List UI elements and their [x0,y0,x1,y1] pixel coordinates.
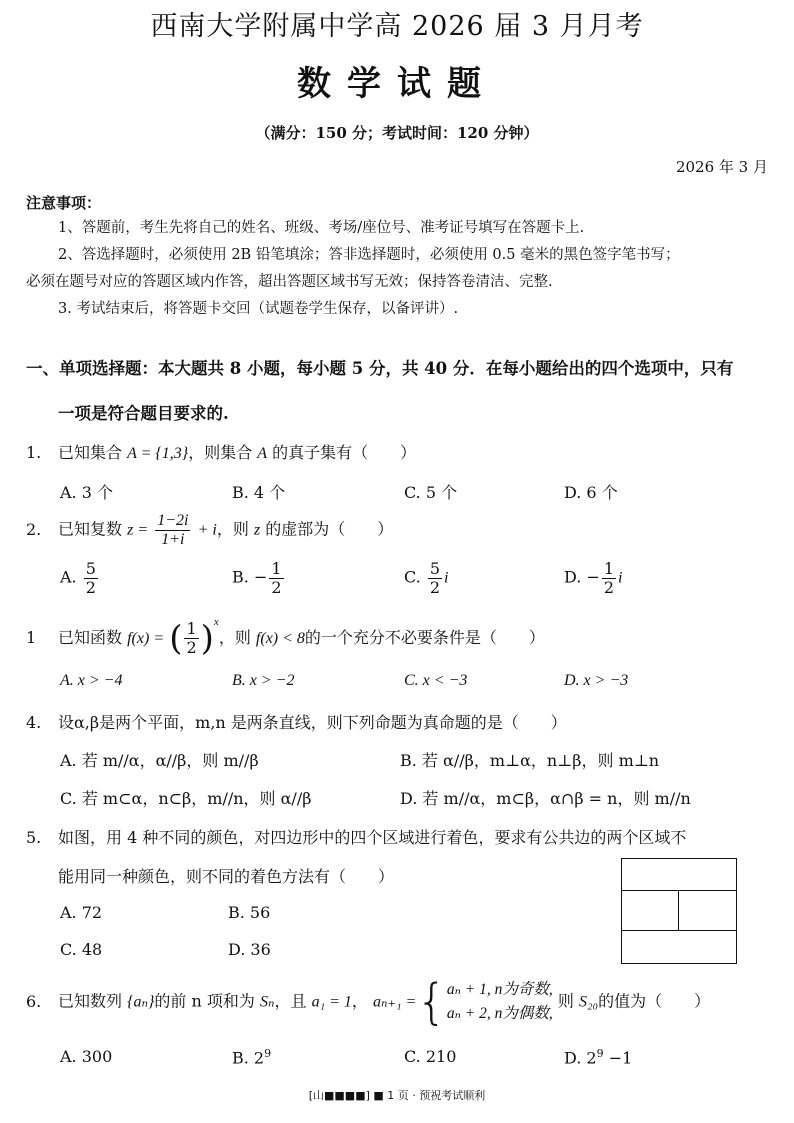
option-c: C. 若 m⊂α，n⊂β，m//n，则 α//β [60,789,312,808]
question-number: 4. [26,713,42,732]
question-number: 5. [26,828,42,847]
option-d: D. x > −3 [564,672,629,689]
note-item: 必须在题号对应的答题区域内作答，超出答题区域书写无效；保持答卷清洁、完整. [26,274,553,290]
page-footer: [山■■■■] ■ 1 页 · 预祝考试顺利 [308,1089,486,1102]
piecewise-cases: aₙ + 1, n为奇数, aₙ + 2, n为偶数, [446,981,553,1023]
notes-title: 注意事项： [26,194,102,212]
option-d: D. 若 m//α，m⊂β，α∩β = n，则 m//n [400,789,691,808]
question-6: 6. 已知数列 {aₙ}的前 n 项和为 Sₙ，且 a₁ = 1， aₙ₊₁ ={ aₙ + 1, n为奇数, aₙ + 2, n为偶数, 则 S₂₀的值为（ ） [26,974,711,1031]
school-title: 西南大学附属中学高 2026 届 3 月月考 [150,11,644,42]
subject-title: 数学试题 [297,64,497,104]
note-item: 3. 考试结束后，将答题卡交回（试题卷学生保存，以备评讲）. [58,301,459,317]
option-c: C. 210 [404,1047,457,1066]
note-item: 2、答选择题时，必须使用 2B 铅笔填涂；答非选择题时，必须使用 0.5 毫米的黑色签字笔书写； [58,247,680,263]
question-3: 1 已知函数 f(x) = ( $\frac{1}{2}$ )$^x$，则 f(x) < 8的一个充分不必要条件是（ ） [26,616,545,659]
option-d: D. 6 个 [564,483,618,502]
option-a: A. 300 [60,1047,113,1066]
option-b: B. x > −2 [232,672,295,689]
quadrilateral-diagram [621,858,737,964]
question-number: 1. [26,443,42,462]
exam-date: 2026 年 3 月 [675,158,768,176]
option-d: D. 36 [228,940,271,959]
section-heading: 一、单项选择题：本大题共 8 小题，每小题 5 分，共 40 分．在每小题给出的四个选项中，只有 [26,359,734,378]
option-c: C. $\frac{5}{2}$ i [404,559,449,597]
fraction: $\frac{1-2i}{1+i}$ [157,512,189,548]
question-number: 1 [26,628,37,647]
option-b: B. $2^9$ [232,1047,272,1068]
section-heading-cont: 一项是符合题目要求的. [58,404,229,423]
option-b: B. 56 [228,903,271,922]
option-b: B. 若 α//β，m⊥α，n⊥β，则 m⊥n [400,751,660,770]
option-c: C. x < −3 [404,672,468,689]
question-5-cont: 能用同一种颜色，则不同的着色方法有（ ） [58,867,395,886]
question-1: 1. 已知集合 A = {1,3}，则集合 A 的真子集有（ ） [26,443,417,462]
option-a: A. x > −4 [60,672,123,689]
diagram-line [678,890,679,930]
diagram-line [622,930,736,931]
option-d: D. − $\frac{1}{2}$ i [564,559,623,597]
question-2: 2. 已知复数 z = $\frac{1-2i}{1+i}$ + i，则 z 的虚部为（ ） [26,512,394,548]
question-number: 6. [26,991,42,1011]
option-a: A. 72 [60,903,103,922]
option-c: C. 48 [60,940,103,959]
option-b: B. − $\frac{1}{2}$ [232,559,282,597]
diagram-line [622,890,736,891]
option-a: A. $\frac{5}{2}$ [60,559,96,597]
option-a: A. 若 m//α，α//β，则 m//β [60,751,259,770]
question-4: 4. 设α,β是两个平面，m,n 是两条直线，则下列命题为真命题的是（ ） [26,713,567,732]
exam-meta: （满分：150 分；考试时间：120 分钟） [255,124,539,142]
question-5: 5. 如图，用 4 种不同的颜色，对四边形中的四个区域进行着色，要求有公共边的两个区域不 [26,828,687,847]
option-a: A. 3 个 [60,483,113,502]
note-item: 1、答题前，考生先将自己的姓名、班级、考场/座位号、准考证号填写在答题卡上. [58,220,585,236]
question-number: 2. [26,519,42,539]
option-d: D. $2^9 -1$ [564,1047,633,1068]
option-b: B. 4 个 [232,483,286,502]
option-c: C. 5 个 [404,483,458,502]
